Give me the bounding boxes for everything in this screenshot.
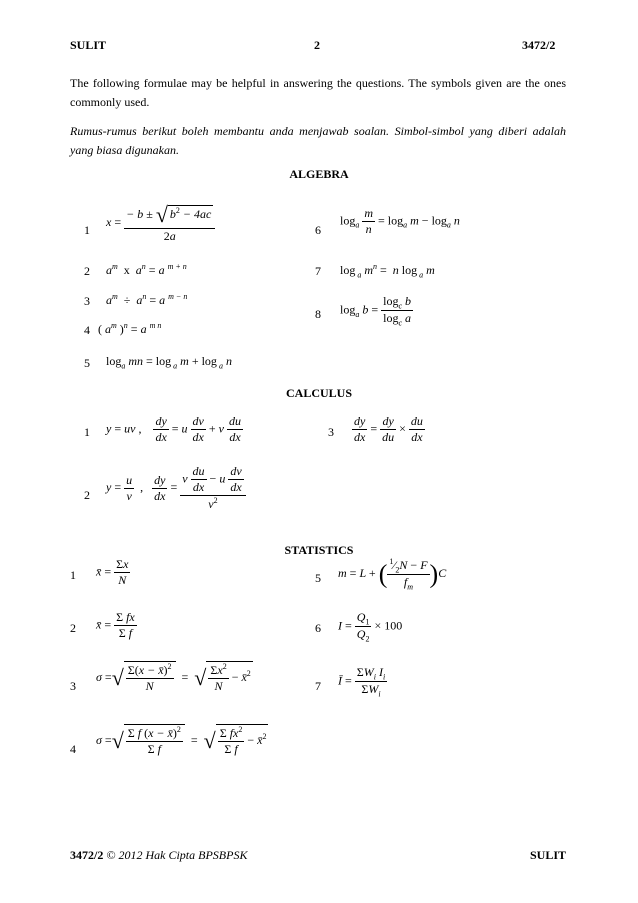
- stat-num-6: 6: [315, 621, 321, 635]
- section-algebra: ALGEBRA: [289, 167, 349, 181]
- stat-num-1: 1: [70, 568, 76, 582]
- calc-formula-3: $\frac{dy}{dx}$ = $\frac{dy}{du}$ × $\frac{du}{dx}$: [354, 414, 423, 444]
- alg-num-5: 5: [84, 356, 90, 370]
- alg-formula-5: $\log_a$ mn = log $_a$ m + log $_a$ n: [106, 354, 232, 371]
- stat-num-7: 7: [315, 679, 321, 693]
- alg-formula-3: $a^m \div a^n = a$ $^{m - n}$: [106, 292, 188, 307]
- alg-num-3: 3: [84, 294, 90, 308]
- footer-copyright: [70, 848, 247, 863]
- footer-code: 3472/2: [70, 848, 104, 862]
- alg-formula-7: log $_a$ $m^n = n$ log $_a$ m: [340, 262, 435, 280]
- alg-num-4: 4: [84, 323, 90, 337]
- calc-num-3: 3: [328, 425, 334, 439]
- stat-formula-6: I = $\frac{Q_1}{Q_2}$ × 100: [338, 610, 403, 644]
- stat-formula-7: Ī = $\frac{\Sigma W_i I_i}{\Sigma W_i}$: [338, 665, 386, 699]
- stat-num-3: 3: [70, 679, 76, 693]
- alg-formula-1: x = $\frac{- b \pm √ b^2 - 4ac}{2a}$: [106, 202, 215, 244]
- alg-num-6: 6: [315, 223, 321, 237]
- stat-num-4: 4: [70, 742, 76, 756]
- calc-formula-1: y = uv , $\frac{dy}{dx}$ = u $\frac{dv}{dx}$ + v $\frac{du}{dx}$: [106, 414, 241, 444]
- stat-formula-5: m = L + ( $\frac{^1⁄_2N - F}{f_m}$ )C: [338, 557, 447, 592]
- page-number: 2: [314, 38, 320, 52]
- alg-num-7: 7: [315, 264, 321, 278]
- alg-num-1: 1: [84, 223, 90, 237]
- stat-formula-1: x̄ = $\frac{\Sigma x}{N}$: [96, 557, 129, 587]
- intro-malay: Rumus-rumus berikut boleh membantu anda menjawab soalan. Simbol-simbol yang diberi adalah yang biasa digunakan.: [70, 124, 566, 157]
- stat-num-5: 5: [315, 571, 321, 585]
- intro-english: The following formulae may be helpful in answering the questions. The symbols given are the ones commonly used.: [70, 76, 566, 109]
- alg-formula-8: $\log_a b$ = $\frac{\log_c b}{\log_c a}$: [340, 294, 412, 328]
- footer-sulit: SULIT: [530, 848, 567, 862]
- stat-formula-2: x̄ = $\frac{\text{Σ fx}}{\text{Σ f}}$: [96, 610, 135, 640]
- footer-copyright-text: © 2012 Hak Cipta BPSBPSK: [106, 848, 248, 862]
- calc-num-1: 1: [84, 425, 90, 439]
- calc-formula-2: y = $\frac{u}{v}$ , $\frac{dy}{dx}$ = v $\frac{du}{dx}$ − u $\frac{dv}{dx}$ $v^2$: [106, 464, 246, 512]
- stat-num-2: 2: [70, 621, 76, 635]
- section-statistics: STATISTICS: [284, 543, 354, 557]
- paper-code: 3472/2: [522, 38, 556, 52]
- stat-formula-3: σ =√ $\frac{\Sigma(x - x̄)^2}{N}$ = √ $\frac{\Sigma x^2}{N}$ − x̄$^2$: [96, 662, 251, 693]
- calc-num-2: 2: [84, 488, 90, 502]
- header-sulit: SULIT: [70, 38, 107, 52]
- section-calculus: CALCULUS: [285, 386, 352, 400]
- alg-num-8: 8: [315, 307, 321, 321]
- stat-formula-4: σ =√ $\frac{\Sigma f (x - x̄)^2}{\text{Σ f}}$ = √ $\frac{\Sigma fx^2}{\text{Σ f}}$ − x̄$^2$: [96, 725, 267, 756]
- alg-num-2: 2: [84, 264, 90, 278]
- alg-formula-6: $\log_a$ $\frac{m}{n}$ = $\log_a m - \log_a n$: [340, 206, 460, 236]
- alg-formula-4: ( $a^m$ )$^n$ = a $^{m n}$: [98, 321, 162, 336]
- alg-formula-2: $a^m$ x $a^n = a$ $^{m + n}$: [106, 262, 187, 277]
